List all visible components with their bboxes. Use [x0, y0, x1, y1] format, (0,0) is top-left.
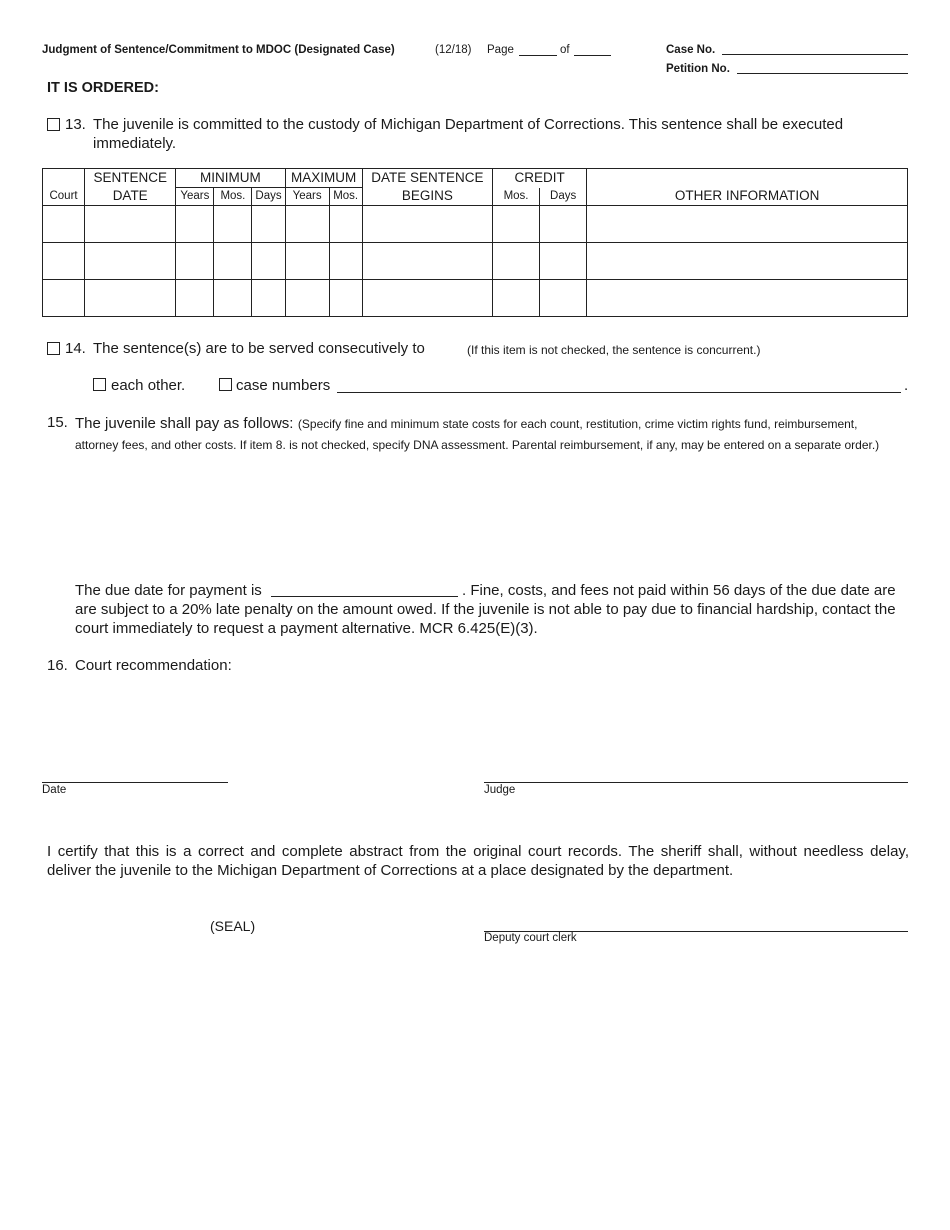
each-other-checkbox[interactable] [93, 378, 106, 391]
table-cell[interactable] [85, 280, 176, 317]
table-cell[interactable] [587, 243, 908, 280]
clerk-signature-line[interactable] [484, 919, 908, 932]
form-title: Judgment of Sentence/Commitment to MDOC (Designated Case) [42, 44, 395, 56]
ordered-heading: IT IS ORDERED: [47, 80, 159, 96]
item-13-number: 13. [65, 116, 86, 133]
due-date-rest-line1: . Fine, costs, and fees not paid within 56 days of the due date are [462, 582, 896, 599]
col-min-days: Days [252, 188, 285, 206]
col-court-top [43, 169, 85, 188]
item-14-number: 14. [65, 340, 86, 357]
table-cell[interactable] [587, 206, 908, 243]
table-cell[interactable] [43, 280, 85, 317]
case-numbers-field[interactable] [337, 380, 901, 393]
due-date-lead: The due date for payment is [75, 582, 262, 599]
judge-label: Judge [484, 784, 516, 796]
col-minimum: MINIMUM [176, 169, 285, 188]
table-cell[interactable] [252, 280, 285, 317]
sentence-table [42, 168, 908, 317]
table-cell[interactable] [285, 280, 329, 317]
table-cell[interactable] [540, 243, 587, 280]
col-credit-days: Days [540, 188, 587, 206]
court-recommendation-area[interactable] [75, 680, 908, 770]
col-min-years: Years [176, 188, 214, 206]
table-row [43, 280, 908, 317]
case-no-field[interactable] [722, 42, 908, 55]
case-numbers-period: . [904, 377, 909, 394]
item-13-checkbox[interactable] [47, 118, 60, 131]
form-revision: (12/18) [435, 44, 472, 56]
petition-no-label: Petition No. [666, 63, 730, 75]
col-court: Court [43, 188, 85, 206]
col-credit-mos: Mos. [492, 188, 539, 206]
table-cell[interactable] [492, 206, 539, 243]
table-row [43, 243, 908, 280]
table-cell[interactable] [85, 243, 176, 280]
table-cell[interactable] [329, 206, 362, 243]
item-16-number: 16. [47, 657, 68, 674]
item-14-text: The sentence(s) are to be served consecutively to [93, 340, 425, 357]
table-cell[interactable] [362, 206, 492, 243]
date-label: Date [42, 784, 67, 796]
item-15-number: 15. [47, 414, 68, 431]
case-numbers-checkbox[interactable] [219, 378, 232, 391]
table-cell[interactable] [587, 280, 908, 317]
page-of-label: of [560, 44, 570, 56]
item-15-note: (Specify fine and minimum state costs for each count, restitution, crime victim rights fund, reimbursement, attorney fees, and other costs. If item 8. is not checked, specify DNA assessment. Parental reimbursement, if any, may be entered on a separate order.) [75, 417, 880, 452]
case-numbers-label: case numbers [236, 377, 331, 394]
seal-label: (SEAL) [210, 918, 256, 934]
item-15-lead: The juvenile shall pay as follows: [75, 415, 294, 432]
col-credit: CREDIT [492, 169, 586, 188]
table-cell[interactable] [252, 206, 285, 243]
table-cell[interactable] [43, 206, 85, 243]
table-cell[interactable] [214, 280, 252, 317]
col-sentence-date: DATE [85, 188, 176, 206]
table-cell[interactable] [214, 206, 252, 243]
table-cell[interactable] [492, 243, 539, 280]
table-row [43, 206, 908, 243]
table-cell[interactable] [329, 243, 362, 280]
table-cell[interactable] [176, 280, 214, 317]
col-other-top [587, 169, 908, 188]
col-sentence-top: SENTENCE [85, 169, 176, 188]
petition-no-field[interactable] [737, 61, 908, 74]
table-cell[interactable] [285, 243, 329, 280]
judge-signature-line[interactable] [484, 770, 908, 783]
col-date-begins: BEGINS [362, 188, 492, 206]
item-15-block [75, 414, 895, 455]
table-cell[interactable] [176, 206, 214, 243]
page-total-field[interactable] [574, 43, 611, 56]
certify-text: I certify that this is a correct and complete abstract from the original court records. The sheriff shall, without needless delay, deliver the juvenile to the Michigan Department of Corrections at a place designated by the department. [47, 843, 909, 879]
date-signature-line[interactable] [42, 770, 228, 783]
page-number-field[interactable] [519, 43, 557, 56]
due-date-field[interactable] [271, 584, 458, 597]
table-cell[interactable] [540, 280, 587, 317]
table-cell[interactable] [85, 206, 176, 243]
table-cell[interactable] [329, 280, 362, 317]
table-cell[interactable] [492, 280, 539, 317]
table-cell[interactable] [540, 206, 587, 243]
case-no-label: Case No. [666, 44, 716, 56]
col-max-years: Years [285, 188, 329, 206]
table-cell[interactable] [362, 280, 492, 317]
table-cell[interactable] [43, 243, 85, 280]
col-date-begins-top: DATE SENTENCE [362, 169, 492, 188]
item-14-note: (If this item is not checked, the sentence is concurrent.) [467, 343, 761, 357]
deputy-clerk-label: Deputy court clerk [484, 932, 577, 944]
col-max-mos: Mos. [329, 188, 362, 206]
table-cell[interactable] [214, 243, 252, 280]
page-label: Page [487, 44, 514, 56]
each-other-label: each other. [111, 377, 186, 394]
table-cell[interactable] [285, 206, 329, 243]
table-cell[interactable] [176, 243, 214, 280]
payment-details-area[interactable] [75, 472, 908, 572]
due-date-rest: are subject to a 20% late penalty on the amount owed. If the juvenile is not able to pay due to financial hardship, contact the court immediately to request a payment alternative. MCR 6.425(E)(3). [75, 601, 896, 637]
col-min-mos: Mos. [214, 188, 252, 206]
item-14-checkbox[interactable] [47, 342, 60, 355]
item-13-text: The juvenile is committed to the custody of Michigan Department of Corrections. This sentence shall be executed immediately. [93, 116, 844, 152]
item-16-text: Court recommendation: [75, 657, 232, 674]
table-cell[interactable] [252, 243, 285, 280]
col-other-information: OTHER INFORMATION [587, 188, 908, 206]
table-cell[interactable] [362, 243, 492, 280]
col-maximum: MAXIMUM [285, 169, 362, 188]
